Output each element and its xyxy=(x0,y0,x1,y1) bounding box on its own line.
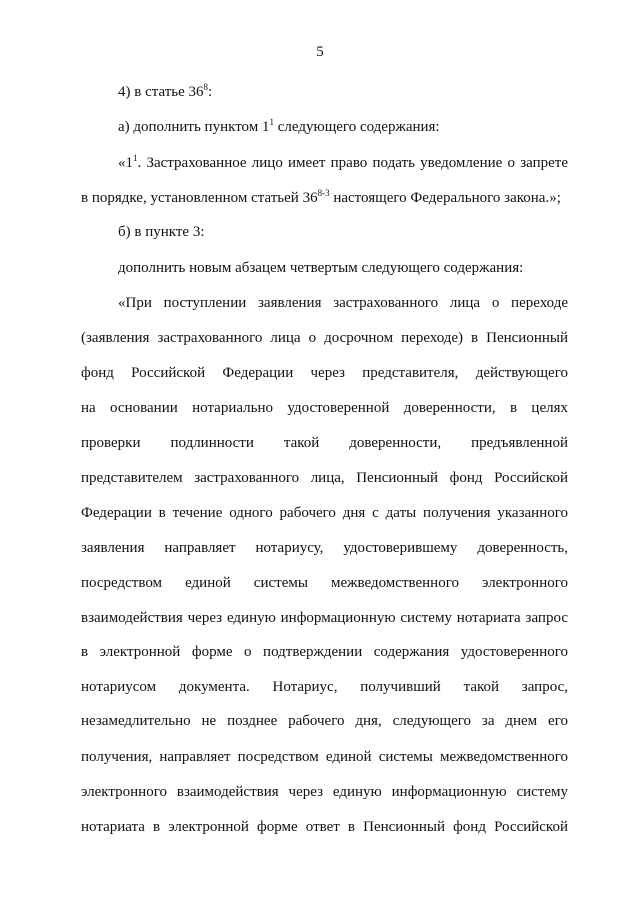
item-4-suffix: : xyxy=(208,84,213,100)
quote-2-line: нотариусом документа. Нотариус, получивший такой запрос, xyxy=(81,679,568,695)
item-b-action-line: дополнить новым абзацем четвертым следующего содержания: xyxy=(118,260,524,276)
quote-2-line: фонд Российской Федерации через представителя, действующего xyxy=(81,365,568,381)
quote-2-line: Федерации в течение одного рабочего дня с даты получения указанного xyxy=(81,505,568,521)
quote-1-line-1-superscript: 1 xyxy=(133,153,138,163)
quote-1-line-2-suffix: настоящего Федерального закона.»; xyxy=(329,190,561,206)
quote-2-line: на основании нотариально удостоверенной доверенности, в целях xyxy=(81,400,568,416)
item-4-superscript: 8 xyxy=(203,82,209,92)
quote-2-line: незамедлительно не позднее рабочего дня, следующего за днем его xyxy=(81,713,568,729)
quote-1-line-1-suffix: . Застрахованное лицо имеет право подать уведомление о запрете xyxy=(137,155,568,171)
quote-2-line: посредством единой системы межведомственного электронного xyxy=(81,575,568,591)
quote-2-line: взаимодействия через единую информационную систему нотариата запрос xyxy=(81,610,568,626)
item-a-text: а) дополнить пунктом 1 xyxy=(118,119,270,135)
quote-2-line: нотариата в электронной форме ответ в Пенсионный фонд Российской xyxy=(81,819,568,835)
quote-1-line-2-prefix: в порядке, установленном статьей 36 xyxy=(81,190,318,206)
quote-1-line-2 xyxy=(81,187,568,209)
item-b-line: б) в пункте 3: xyxy=(118,224,205,240)
quote-1-line-1-prefix: «1 xyxy=(118,155,133,171)
quote-1-line-2-superscript: 8-3 xyxy=(317,188,330,198)
quote-2-line: «При поступлении заявления застрахованного лица о переходе xyxy=(118,295,568,311)
item-a-suffix: следующего содержания: xyxy=(274,119,440,135)
quote-2-line: представителем застрахованного лица, Пенсионный фонд Российской xyxy=(81,470,568,486)
item-4-text: 4) в статье 36 xyxy=(118,84,204,100)
page-number: 5 xyxy=(316,44,324,60)
item-a-superscript: 1 xyxy=(269,117,275,127)
quote-1-line-1 xyxy=(118,152,568,174)
quote-2-line: (заявления застрахованного лица о досрочном переходе) в Пенсионный xyxy=(81,330,568,346)
item-a-line xyxy=(118,116,568,138)
quote-2-line: электронного взаимодействия через единую информационную систему xyxy=(81,784,568,800)
quote-2-line: в электронной форме о подтверждении содержания удостоверенного xyxy=(81,644,568,660)
quote-2-line: заявления направляет нотариусу, удостоверившему доверенность, xyxy=(81,540,568,556)
quote-2-line: проверки подлинности такой доверенности, предъявленной xyxy=(81,435,568,451)
quote-2-line: получения, направляет посредством единой системы межведомственного xyxy=(81,749,568,765)
item-4-line xyxy=(118,81,568,103)
